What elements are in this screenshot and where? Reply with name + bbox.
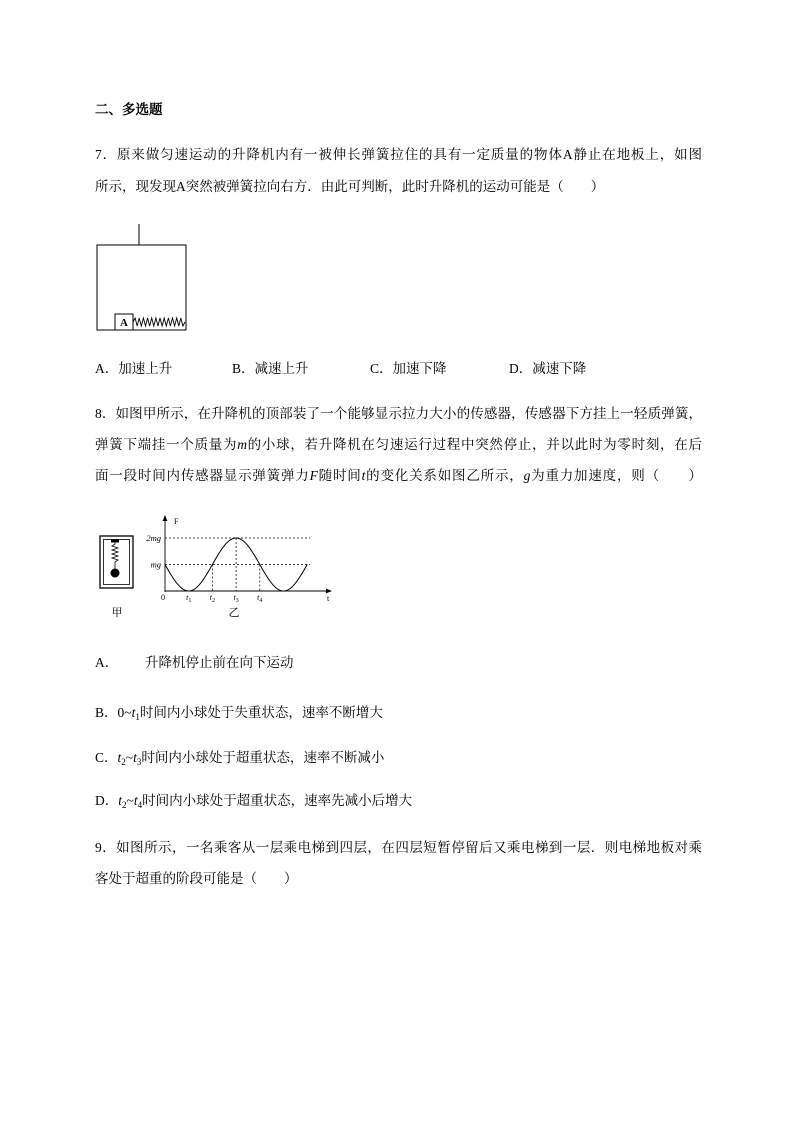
variable-t: t <box>133 793 138 808</box>
apparatus-outer-box <box>100 536 133 588</box>
apparatus-spring <box>112 543 118 569</box>
variable-t: t <box>133 750 137 765</box>
tick-var: t <box>257 593 260 602</box>
tick-label-t1 <box>186 593 191 604</box>
tick-label-t3 <box>233 593 238 604</box>
option-label: B．0~ <box>95 705 132 720</box>
variable-t: t <box>117 750 122 765</box>
apparatus-inner-box <box>104 540 130 585</box>
variable-t: t <box>118 793 123 808</box>
q7-option-b[interactable]: B．减速上升 <box>232 361 309 376</box>
sensor-spring-figure <box>95 510 340 620</box>
option-label: A． <box>95 655 119 670</box>
question-7-line-1: 7．原来做匀速运动的升降机内有一被伸长弹簧拉住的具有一定质量的物体A静止在地板上，如图 <box>95 147 702 162</box>
q7-option-a[interactable]: A．加速上升 <box>95 361 173 376</box>
subscript: 2 <box>121 757 126 767</box>
q8-option-a[interactable] <box>95 653 294 673</box>
x-axis-label: t <box>327 594 330 603</box>
apparatus-figure <box>100 536 133 588</box>
tick-var: t <box>186 593 189 602</box>
apparatus-caption: 甲 <box>111 607 123 619</box>
block-a-label: A <box>120 317 128 329</box>
q8-option-d[interactable] <box>95 791 412 811</box>
tick-var: t <box>209 593 213 602</box>
q8-option-b[interactable] <box>95 703 383 723</box>
tick-sub: 3 <box>235 598 239 604</box>
tilde: ~ <box>125 750 134 765</box>
y-axis-label: F <box>174 517 179 526</box>
variable-t: t <box>361 468 366 483</box>
variable-g: g <box>523 468 531 483</box>
tick-sub: 1 <box>188 598 192 604</box>
force-time-graph <box>146 515 332 604</box>
tick-guide-lines <box>212 538 259 591</box>
tick-sub: 4 <box>259 598 263 604</box>
q7-option-c[interactable]: C．加速下降 <box>370 361 447 376</box>
variable-f: F <box>309 468 318 483</box>
q7-option-d[interactable]: D．减速下降 <box>509 361 587 376</box>
question-8-line-2 <box>95 435 702 455</box>
tick-label-t4 <box>257 593 262 604</box>
text-segment: 随时间 <box>317 468 362 483</box>
subscript: 4 <box>137 800 143 810</box>
option-label: D． <box>95 793 119 808</box>
subscript: 2 <box>122 800 127 810</box>
option-text: 升降机停止前在向下运动 <box>145 655 294 670</box>
q8-option-c[interactable] <box>95 748 384 768</box>
text-segment: 弹簧下端挂一个质量为 <box>95 437 238 452</box>
option-text: 时间内小球处于失重状态，速率不断增大 <box>139 705 383 720</box>
question-9-line-1: 9．如图所示，一名乘客从一层乘电梯到四层，在四层短暂停留后又乘电梯到一层．则电梯地板对乘 <box>95 840 702 855</box>
question-8-line-1: 8．如图甲所示，在升降机的顶部装了一个能够显示拉力大小的传感器，传感器下方挂上一轻质弹簧， <box>95 406 702 421</box>
question-9-line-2: 客处于超重的阶段可能是（ ） <box>95 871 298 886</box>
text-segment: 面一段时间内传感器显示弹簧弹力 <box>95 468 310 483</box>
variable-m: m <box>237 437 247 452</box>
spring <box>133 318 185 326</box>
question-7-line-2: 所示，现发现A突然被弹簧拉向右方．由此可判断，此时升降机的运动可能是（ ） <box>95 179 605 194</box>
tick-var: t <box>233 593 236 602</box>
y-axis-arrow <box>163 515 168 521</box>
tick-label-t2 <box>210 593 215 604</box>
option-text: 时间内小球处于超重状态，速率先减小后增大 <box>142 793 413 808</box>
ball <box>111 569 120 578</box>
text-segment: 为重力加速度，则（ ） <box>530 468 703 483</box>
graph-caption: 乙 <box>228 607 240 619</box>
tilde: ~ <box>126 793 134 808</box>
option-text: 时间内小球处于超重状态，速率不断减小 <box>141 750 385 765</box>
text-segment: 的小球，若升降机在匀速运行过程中突然停止，并以此时为零时刻，在后 <box>246 437 702 452</box>
option-label: C． <box>95 750 118 765</box>
section-title: 二、多选题 <box>95 102 163 117</box>
subscript: 1 <box>135 712 140 722</box>
x-axis-arrow <box>326 589 332 594</box>
elevator-spring-block-figure <box>90 220 190 335</box>
level-label-2mg: 2mg <box>146 533 161 543</box>
question-8-line-3 <box>95 466 702 486</box>
level-label-mg: mg <box>150 559 161 570</box>
variable-t: t <box>131 705 136 720</box>
subscript: 3 <box>136 757 142 767</box>
origin-label: 0 <box>161 593 165 602</box>
sensor <box>111 540 119 543</box>
text-segment: 的变化关系如图乙所示， <box>365 468 524 483</box>
tick-sub: 2 <box>212 598 216 604</box>
